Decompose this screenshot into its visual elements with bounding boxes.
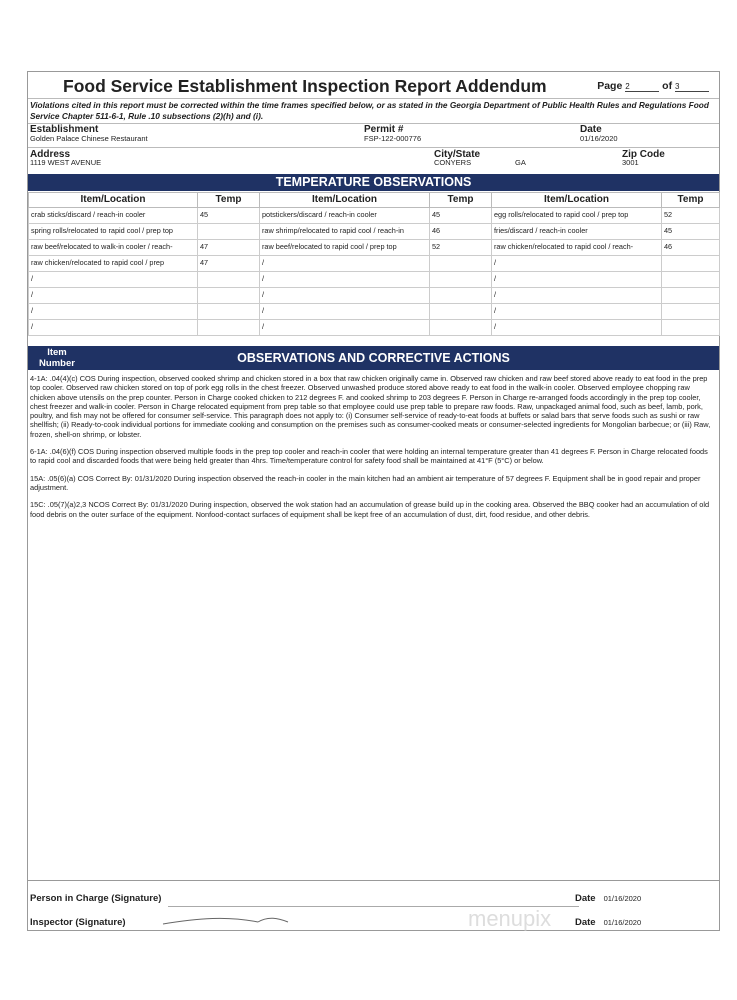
item-cell: /	[260, 320, 430, 336]
temp-cell	[198, 304, 260, 320]
table-row	[29, 272, 720, 288]
temp-header: Temp	[662, 193, 720, 208]
temp-cell: 52	[662, 208, 720, 224]
item-cell: fries/discard / reach-in cooler	[492, 224, 662, 240]
observations-title: OBSERVATIONS AND CORRECTIVE ACTIONS	[237, 351, 510, 365]
observation-paragraph: 15C: .05(7)(a)2,3 NCOS Correct By: 01/31/2020 During inspection, observed the wok station had an accumulation of grease build up in the cooking area. Observed the BBQ cooker had an accumulation of old food debris on the outer surface of the equipment. Nonfood-contact surfaces of equipment shall be kept free of an accumulation of dust, dirt, food residue, and other debris.	[30, 500, 710, 519]
inspector-signature	[158, 910, 308, 930]
temp-cell	[198, 288, 260, 304]
address-label: Address	[30, 149, 71, 160]
item-cell: spring rolls/relocated to rapid cool / prep top	[29, 224, 198, 240]
temp-cell: 45	[662, 224, 720, 240]
table-row	[29, 256, 720, 272]
item-cell: raw chicken/relocated to rapid cool / reach-	[492, 240, 662, 256]
item-cell: /	[29, 272, 198, 288]
item-cell: raw chicken/relocated to rapid cool / prep	[29, 256, 198, 272]
item-cell: /	[492, 320, 662, 336]
observation-paragraph: 6-1A: .04(6)(f) COS During inspection observed multiple foods in the prep top cooler and reach-in cooler that were holding an internal temperature greater than 41 degrees F. Person in Charge relocated foods to rapid cool and discarded foods that were being held greater than 4hrs. Time/temperature control for safety food shall be maintained at 41°F (5°C) or below.	[30, 447, 708, 466]
table-row	[29, 224, 720, 240]
item-cell: /	[260, 288, 430, 304]
item-cell: /	[492, 272, 662, 288]
temp-cell	[662, 288, 720, 304]
table-row	[29, 320, 720, 336]
temp-cell: 47	[198, 240, 260, 256]
item-cell: /	[260, 256, 430, 272]
inspection-addendum	[27, 71, 720, 931]
item-cell: egg rolls/relocated to rapid cool / prep top	[492, 208, 662, 224]
item-cell: /	[29, 320, 198, 336]
temp-header: Temp	[198, 193, 260, 208]
city-label: City/State	[434, 149, 481, 160]
establishment-value: Golden Palace Chinese Restaurant	[30, 134, 148, 143]
zip-value: 3001	[622, 158, 639, 167]
observation-paragraph: 4-1A: .04(4)(c) COS During inspection, observed cooked shrimp and chicken stored in a box that raw chicken originally came in. Observed raw chicken and raw beef stored above ready to eat food in the prep top cooler. Observed raw chicken stored on top of pork egg rolls in the chest freezer. Observed unwashed produce stored above ready to eat food in the walk-in cooler. Observed employee chopping raw chicken above utensils on the prep counter. Person in Charge cooked chicken to 212 degrees F. and cooked shrimp to 203 degrees F. Person in Charge re-arranged foods accordingly in the prep top cooler, chest freezer and walk-in cooler. Person in Charge relocated equipment from prep table so that employee could use prep table to prepare raw foods. Raw, unpackaged animal food, such as beef, lamb, pork, poultry, and fish may not be offered for consumer self-service. This paragraph does not apply to: (i) Consumer self-service of ready-to-eat foods at buffets or salad bars that serve foods such as sushi or raw shellfish; (ii) Ready-to-cook individual portions for immediate cooking and consumption on the premises such as consumer-cooked meats or consumer-selected ingredients for Mongolian barbecue; or (iii) Raw, frozen, shell-on shrimp, or lobster.	[30, 374, 711, 439]
item-cell: crab sticks/discard / reach-in cooler	[29, 208, 198, 224]
item-cell: /	[492, 304, 662, 320]
temp-cell	[662, 256, 720, 272]
item-cell: raw beef/relocated to walk-in cooler / reach-	[29, 240, 198, 256]
temp-cell	[198, 272, 260, 288]
date-value: 01/16/2020	[580, 134, 618, 143]
temp-cell	[662, 272, 720, 288]
establishment-label: Establishment	[30, 124, 99, 135]
temp-cell	[430, 288, 492, 304]
temp-cell	[662, 320, 720, 336]
zip-label: Zip Code	[622, 149, 665, 160]
temp-cell: 45	[430, 208, 492, 224]
person-in-charge-signature-label: Person in Charge (Signature)	[30, 893, 162, 904]
inspector-signature-label: Inspector (Signature)	[30, 917, 126, 928]
table-row	[29, 208, 720, 224]
page-number: Page 2 of 3	[597, 80, 709, 92]
table-row	[29, 288, 720, 304]
inspector-date: Date 01/16/2020	[575, 917, 642, 928]
temp-cell: 47	[198, 256, 260, 272]
observations-section-header	[28, 346, 719, 370]
item-cell: /	[492, 288, 662, 304]
pic-date: Date 01/16/2020	[575, 893, 642, 904]
temp-cell: 52	[430, 240, 492, 256]
address-value: 1119 WEST AVENUE	[30, 158, 102, 167]
temp-cell	[430, 304, 492, 320]
temp-cell	[198, 320, 260, 336]
temp-cell: 46	[430, 224, 492, 240]
permit-label: Permit #	[364, 124, 404, 135]
temp-cell	[430, 320, 492, 336]
permit-value: FSP-122-000776	[364, 134, 422, 143]
temperature-section-header: TEMPERATURE OBSERVATIONS	[28, 174, 719, 191]
item-cell: potstickers/discard / reach-in cooler	[260, 208, 430, 224]
state-value: GA	[515, 158, 526, 167]
table-row	[29, 240, 720, 256]
temperature-table	[28, 192, 720, 336]
city-value: CONYERS	[434, 158, 472, 167]
temp-cell: 46	[662, 240, 720, 256]
temp-cell	[662, 304, 720, 320]
item-cell: raw shrimp/relocated to rapid cool / reach-in	[260, 224, 430, 240]
temp-cell	[198, 224, 260, 240]
watermark: menupix	[468, 906, 552, 931]
temp-cell: 45	[198, 208, 260, 224]
temp-cell	[430, 256, 492, 272]
item-cell: /	[29, 304, 198, 320]
table-row	[29, 304, 720, 320]
item-cell: raw beef/relocated to rapid cool / prep top	[260, 240, 430, 256]
item-cell: /	[29, 288, 198, 304]
violations-note: Violations cited in this report must be corrected within the time frames specified below, or as stated in the Georgia Department of Public Health Rules and Regulations Food Service Chapter 511-6-1, Rule .10 subsections (2)(h) and (i).	[30, 100, 709, 121]
item-header: Item/Location	[492, 193, 662, 208]
item-cell: /	[492, 256, 662, 272]
observations-text	[30, 374, 716, 527]
temp-header: Temp	[430, 193, 492, 208]
item-cell: /	[260, 272, 430, 288]
item-header: Item/Location	[29, 193, 198, 208]
item-header: Item/Location	[260, 193, 430, 208]
observation-paragraph: 15A: .05(6)(a) COS Correct By: 01/31/2020 During inspection observed the reach-in cooler in the main kitchen had an ambient air temperature of 57 degrees F. Equipment shall be in good repair and proper adjustment.	[30, 473, 701, 492]
item-cell: /	[260, 304, 430, 320]
temp-cell	[430, 272, 492, 288]
page-title: Food Service Establishment Inspection Report Addendum	[63, 76, 547, 96]
item-number-label: Item Number	[39, 347, 75, 369]
date-label: Date	[580, 124, 602, 135]
